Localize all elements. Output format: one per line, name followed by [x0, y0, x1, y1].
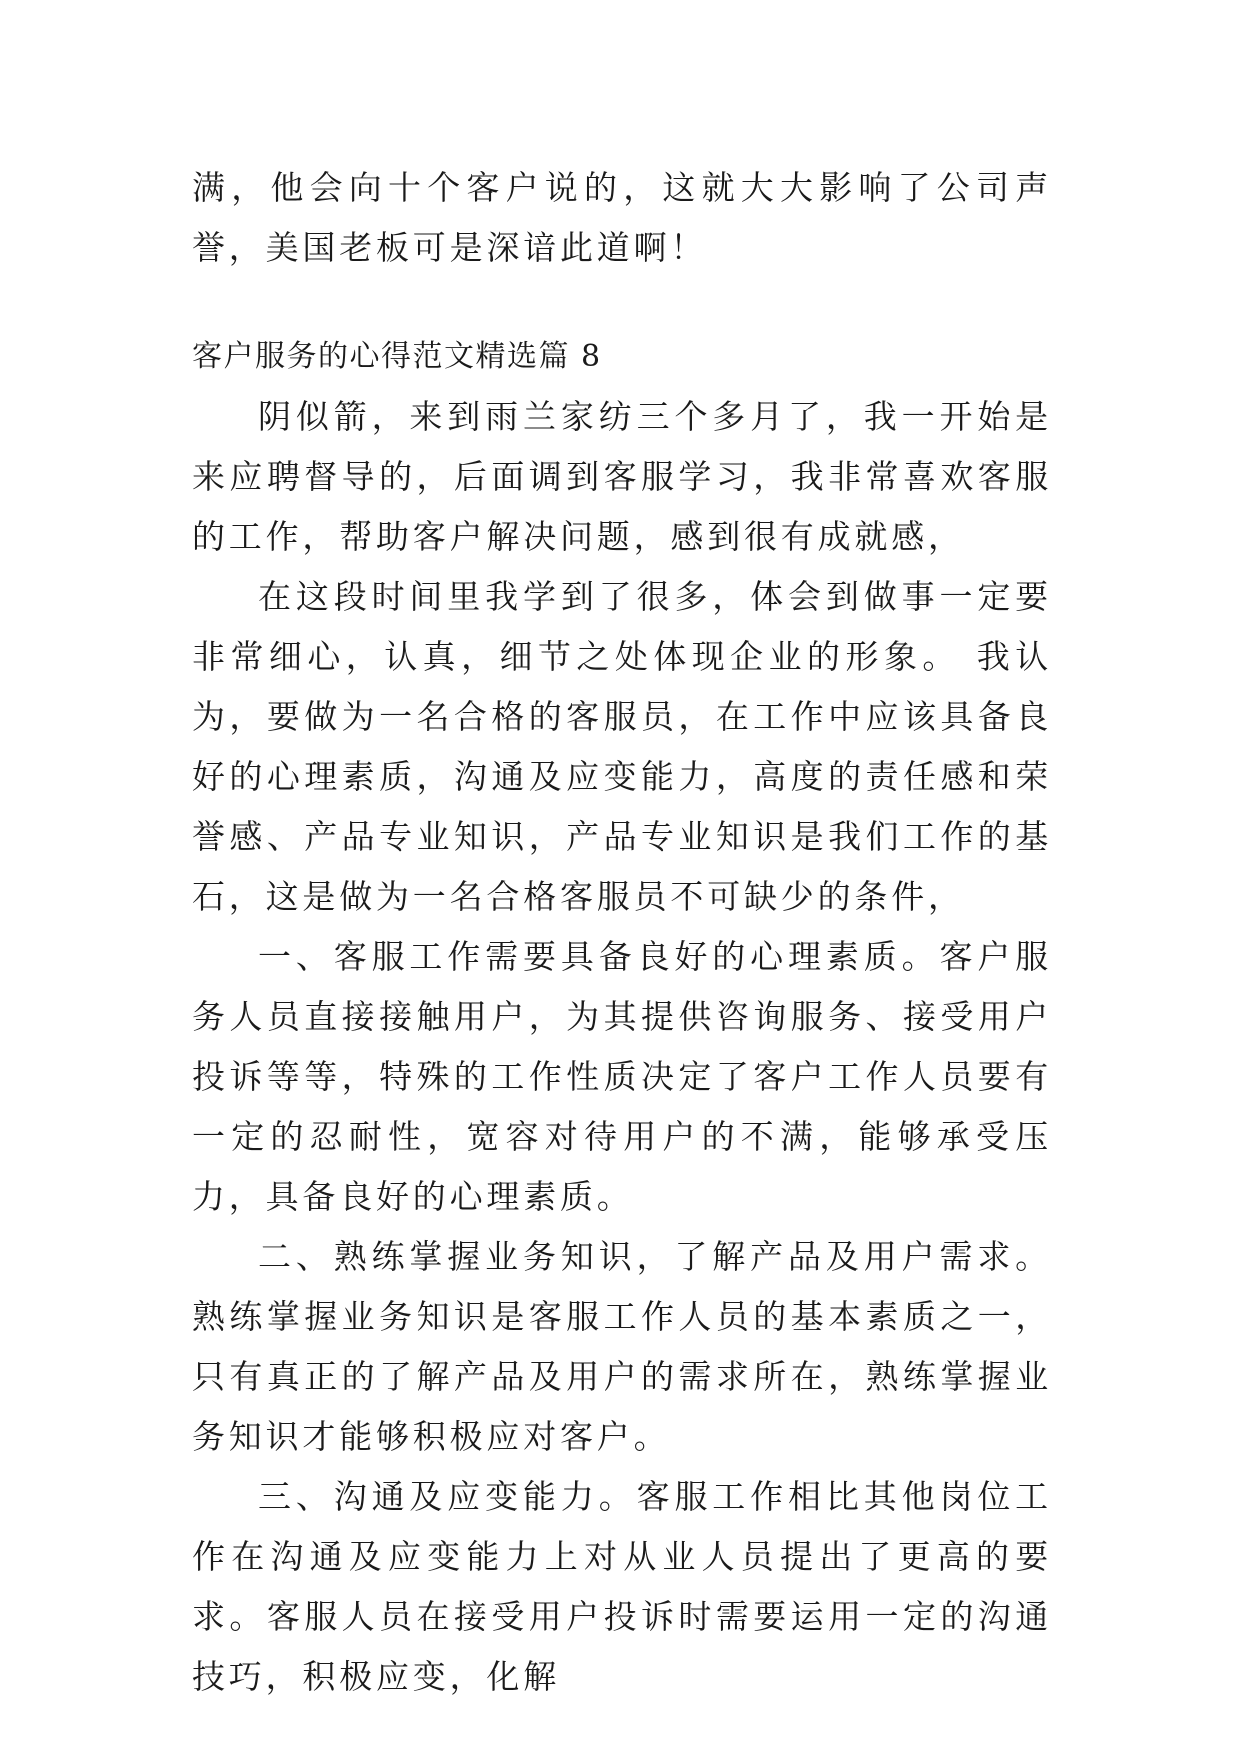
body-paragraph-3: 一、客服工作需要具备良好的心理素质。客户服务人员直接接触用户，为其提供咨询服务、接受用户投诉等等，特殊的工作性质决定了客户工作人员要有一定的忍耐性，宽容对待用户的不满，能够承受压力，具备良好的心理素质。	[192, 937, 1052, 1216]
body-paragraph-4: 二、熟练掌握业务知识，了解产品及用户需求。熟练掌握业务知识是客服工作人员的基本素质之一，只有真正的了解产品及用户的需求所在，熟练掌握业务知识才能够积极应对客户。	[192, 1237, 1052, 1456]
document-body	[192, 158, 1052, 1707]
continuation-paragraph: 满，他会向十个客户说的，这就大大影响了公司声誉，美国老板可是深谙此道啊！	[192, 168, 1052, 267]
body-paragraph-5: 三、沟通及应变能力。客服工作相比其他岗位工作在沟通及应变能力上对从业人员提出了更高的要求。客服人员在接受用户投诉时需要运用一定的沟通技巧，积极应变，化解	[192, 1477, 1052, 1696]
body-paragraph-2: 在这段时间里我学到了很多，体会到做事一定要非常细心，认真，细节之处体现企业的形象。 我认为，要做为一名合格的客服员，在工作中应该具备良好的心理素质，沟通及应变能力，高度的责任感和荣誉感、产品专业知识，产品专业知识是我们工作的基石，这是做为一名合格客服员不可缺少的条件，	[192, 577, 1052, 916]
section-heading: 客户服务的心得范文精选篇 8	[192, 339, 602, 374]
body-paragraph-1: 阴似箭，来到雨兰家纺三个多月了，我一开始是来应聘督导的，后面调到客服学习，我非常喜欢客服的工作，帮助客户解决问题，感到很有成就感，	[192, 397, 1052, 556]
